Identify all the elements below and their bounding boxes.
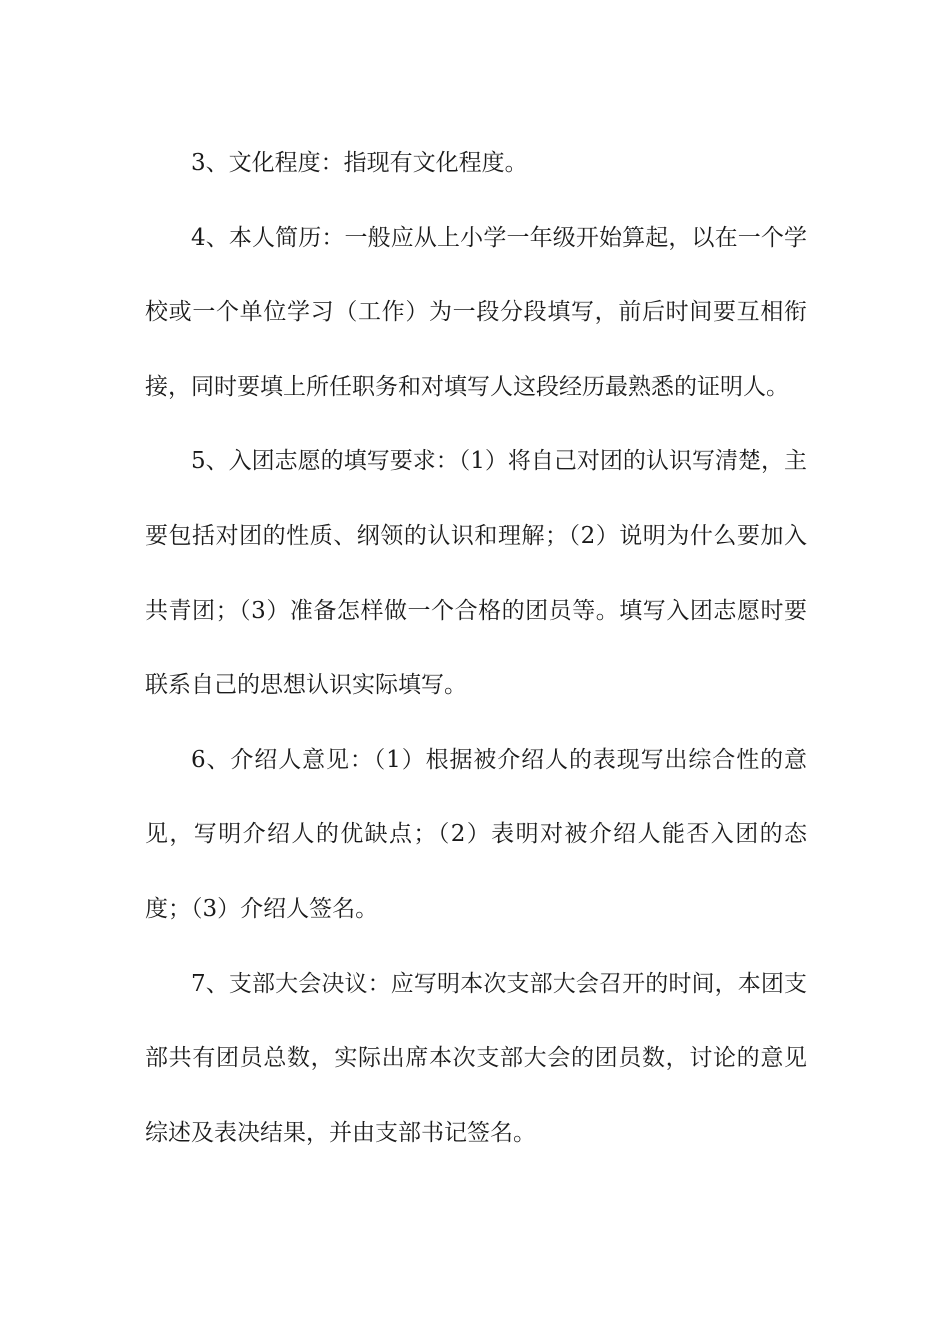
paragraph-application-requirements: 5、入团志愿的填写要求：（1）将自己对团的认识写清楚，主要包括对团的性质、纲领的认识和理解；（2）说明为什么要加入共青团；（3）准备怎样做一个合格的团员等。填写入团志愿时要联系自己的思想认识实际填写。 bbox=[145, 448, 807, 699]
document-body bbox=[145, 126, 807, 1170]
paragraph-branch-resolution: 7、支部大会决议：应写明本次支部大会召开的时间，本团支部共有团员总数，实际出席本次支部大会的团员数，讨论的意见综述及表决结果，并由支部书记签名。 bbox=[145, 970, 807, 1146]
paragraph-education-level: 3、文化程度：指现有文化程度。 bbox=[191, 150, 528, 176]
paragraph-introducer-opinion: 6、介绍人意见：（1）根据被介绍人的表现写出综合性的意见，写明介绍人的优缺点；（2）表明对被介绍人能否入团的态度；（3）介绍人签名。 bbox=[145, 746, 807, 922]
paragraph-personal-resume: 4、本人简历：一般应从上小学一年级开始算起，以在一个学校或一个单位学习（工作）为一段分段填写，前后时间要互相衔接，同时要填上所任职务和对填写人这段经历最熟悉的证明人。 bbox=[145, 224, 807, 400]
